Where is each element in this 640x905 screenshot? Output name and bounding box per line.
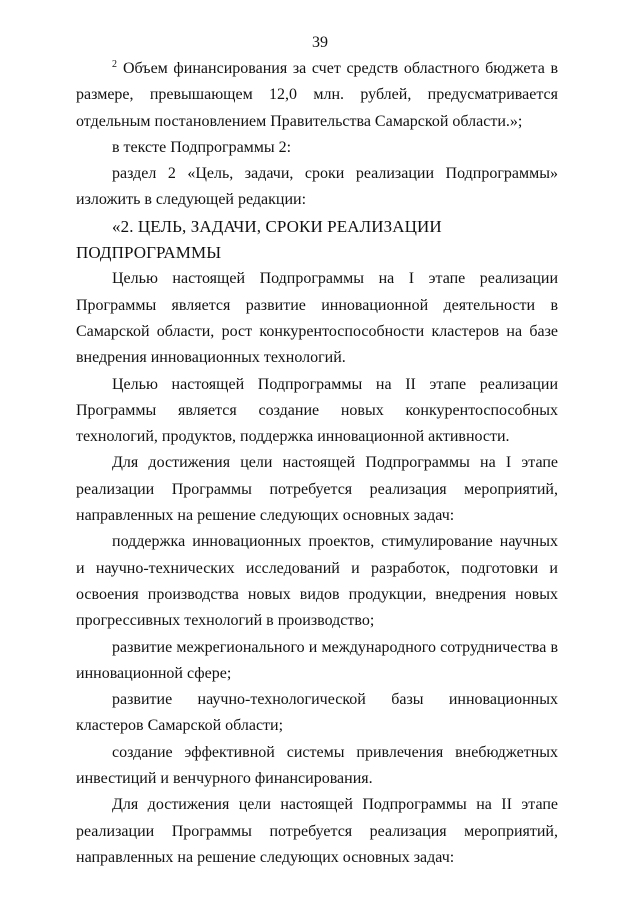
paragraph-section-instruction: раздел 2 «Цель, задачи, сроки реализации Подпрограммы» изложить в следующей редакции: xyxy=(76,165,558,209)
paragraph-tasks-intro-stage-1: Для достижения цели настоящей Подпрограммы на I этапе реализации Программы потребуется реализация мероприятий, направленных на решение следующих основных задач: xyxy=(76,454,558,525)
paragraph-in-text: в тексте Подпрограммы 2: xyxy=(112,138,292,156)
list-item-task-investment: создание эффективной системы привлечения внебюджетных инвестиций и венчурного финансирования. xyxy=(76,743,558,788)
footnote-mark: 2 xyxy=(112,59,117,70)
footnote-paragraph xyxy=(76,52,558,135)
paragraph-goal-stage-1: Целью настоящей Подпрограммы на I этапе реализации Программы является развитие инновационной деятельности в Самарской области, рост конкурентоспособности кластеров на базе внедрения инновационных технологий. xyxy=(76,270,558,367)
list-item-task-cooperation: развитие межрегионального и международного сотрудничества в инновационной сфере; xyxy=(76,638,558,682)
section-heading: «2. ЦЕЛЬ, ЗАДАЧИ, СРОКИ РЕАЛИЗАЦИИ ПОДПРОГРАММЫ xyxy=(76,216,442,263)
document-body xyxy=(76,52,558,871)
list-item-task-base: развитие научно-технологической базы инновационных кластеров Самарской области; xyxy=(76,691,558,735)
footnote-text: Объем финансирования за счет средств областного бюджета в размере, превышающем 12,0 млн. рублей, предусматривается отдельным постановлением Правительства Самарской области.»; xyxy=(76,60,558,130)
paragraph-goal-stage-2: Целью настоящей Подпрограммы на II этапе реализации Программы является создание новых конкурентоспособных технологий, продуктов, поддержка инновационной активности. xyxy=(76,375,558,446)
list-item-task-support: поддержка инновационных проектов, стимулирование научных и научно-технических исследований и разработок, подготовки и освоения производства новых видов продукции, внедрения новых прогрессивных технологий в производство; xyxy=(76,533,558,630)
page-number: 39 xyxy=(312,34,328,51)
paragraph-tasks-intro-stage-2: Для достижения цели настоящей Подпрограммы на II этапе реализации Программы потребуется реализация мероприятий, направленных на решение следующих основных задач: xyxy=(76,796,558,866)
